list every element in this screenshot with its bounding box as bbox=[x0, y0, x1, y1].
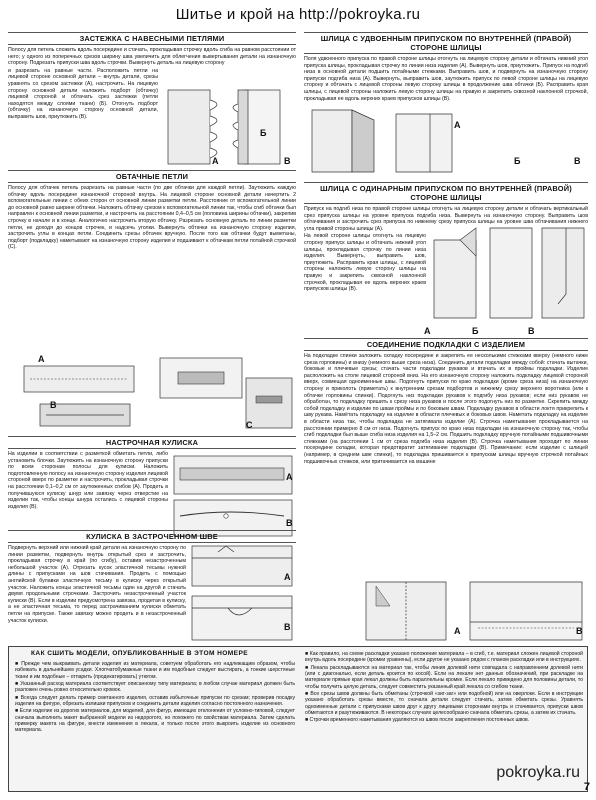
section-title: ШЛИЦА С ОДИНАРНЫМ ПРИПУСКОМ ПО ВНУТРЕННЕЙ (ПРАВОЙ) СТОРОНЕ ШЛИЦЫ bbox=[304, 182, 588, 204]
section-title: ОБТАЧНЫЕ ПЕТЛИ bbox=[8, 170, 296, 183]
figure-label-a: А bbox=[212, 156, 219, 166]
section-title: НАСТРОЧНАЯ КУЛИСКА bbox=[8, 436, 296, 449]
figure-label-b: В bbox=[284, 622, 291, 632]
watermark: pokroyka.ru bbox=[496, 764, 580, 781]
figure-label-a: А bbox=[454, 120, 461, 130]
howto-item: ■ Указанный расход материала соответствует описанному типу материала; в любом случае материал должен быть разложен очень ровно относительно кромок. bbox=[15, 681, 295, 694]
figure-label-c: В bbox=[528, 326, 535, 336]
figure-label-b: В bbox=[286, 518, 293, 528]
drawstring-illustration bbox=[170, 452, 296, 540]
howto-item: ■ Все срезы швов должны быть обметаны (строчкой «зиг-заг» или подобной) или на оверлоке. Если в инструкции указано обработать срезы вместе, то сначала детали следует стачать, затем обметать срезы. Уравнять одноименные детали с припусками швов друг к другу лицевыми сторонами внутрь и стачивается, припуски швов обметаются и разутюживаются. В некоторых случаях целесообразно сначала обметать срезы, а затем их стачать. bbox=[305, 691, 583, 717]
section-text: Поля удвоенного припуска по правой стороне шлицы отогнуть на лицевую сторону детали и обтачать нижний угол припуска шлицы, прокладывая строчку по линии низа изделия (А). Вывернуть шов, приутюжить. Припуск на подгиб низа в основной детали подшить потайными стежками. Выправить шов, и подвернуть на изнаночную сторону припуски подгиба низа (А). Вывернуть, выправить шов, заутюжить припуск по левой стороне шлицы на лицевую сторону и обтачать с лицевой стороны левую сторону шлицы в продолжение шва обтачки (Б). Расправить края шлицы, с лицевой стороны наложить левую сторону шлицы на правую и закрепить сквозной наклонной строчкой, прокладывая ее вдоль верхних краев припусков шлицы (В). bbox=[304, 56, 588, 102]
howto-item: ■ Прежде чем выкраивать детали изделия из материала, советуем обработать его надлежащим образом, чтобы избежать в дальнейшем усадки. Хлопчатобумажные ткани и им подобные следует выстирать, а тонкие шерстяные ткани и им подобные – отпарить (продекатировать) утюгом. bbox=[15, 661, 295, 680]
page-number: 7 bbox=[583, 781, 590, 793]
howto-item: ■ Лекала раскладываются на материал так, чтобы линия долевой нити совпадала с направлением долевой нити (или с диагональю, если деталь кроится по косой). Если на лекале нет данных обозначений, при раскладке на материале прямые края лекал должны быть параллельны кромке. Если лекало приведено для половины детали, то чтобы получить целую деталь, следует совместить указанный край лекала со сгибом ткани. bbox=[305, 664, 583, 690]
faced-loops-illustration bbox=[10, 352, 296, 434]
figure-label-a: А bbox=[284, 572, 291, 582]
figure-label-b: В bbox=[50, 400, 57, 410]
howto-item: ■ Если изделие из дорогих материалов, для моделей, для фигур, имеющих отклонения от условно-типовой, следует сначала выполнить макет выбранной модели из недорогого, но похожего по свойствам материала. Затем сделать примерку макета на фигуре, внести изменения в лекала, и только после этого выкроить изделие из основного материала. bbox=[15, 708, 295, 734]
figure-label-c: С bbox=[246, 420, 253, 430]
figure-label-c: В bbox=[284, 156, 291, 166]
figure-label-a: А bbox=[286, 472, 293, 482]
howto-item: ■ Как правило, на схеме раскладки указано положение материала – в сгиб, т.е. материал сложен лицевой стороной внутрь вдоль посередине (кромки уравнены), если другое не указано рядом с планом раскладки или в инструкциях. bbox=[305, 651, 583, 664]
figure-label-b: Б bbox=[260, 128, 267, 138]
figure-label-b: Б bbox=[472, 326, 479, 336]
section-double-allowance bbox=[304, 32, 588, 102]
section-title: КУЛИСКА В ЗАСТРОЧЕННОМ ШВЕ bbox=[8, 530, 296, 543]
section-title: ЗАСТЕЖКА С НАВЕСНЫМИ ПЕТЛЯМИ bbox=[8, 32, 296, 45]
figure-label-a: А bbox=[424, 326, 431, 336]
section-text: Припуск на подгиб низа по правой стороне шлицы отогнуть на лицевую сторону детали и обтачать вертикальный срез припуска шлицы на уровне припуска подгиба низа. Вывернуть на изнаночную сторону. Выправить шов обтачивания и застрочить срез припуска по нижнему срезу припуска шлицы на уровне шва обтачивания нижнего угла правой стороны шлицы (А). bbox=[304, 206, 588, 232]
section-text: На подкладке спинки заложить складку посередине и закрепить ее несколькими стежками вверху (немного ниже среза горловины) и внизу (немного выше среза низа). Соединить детали подкладки между собой: стачать вытачки, боковые и плечевые срезы; стачать части подкладки рукавов и втачать их в проймы подкладки. Изделие расположить на столе лицевой стороной вниз. На его изнаночную сторону наложить подкладку лицевой стороной вверх, совмещая одноименные швы. Подогнуть припуски по краю подкладки (кроме среза низа) на изнаночную сторону и приколоть (приметать) к внутренним срезам подбортов и нижнему срезу верхнего воротника (или к обтачке горловины спинки). Подогнуть низ подкладки рукавов к подгибу низа рукавов; если низ рукавов не обработан, то подкладку пришить к срезу низа рукавов и после этого подогнуть низ по разметке. Скрепить между собой подкладку и изделие по швам проймы и по боковым швам. Подкладку рукавов в области локтя прикрепить к шву рукава. Намётать подкладку на изделие в области плечевых и боковых швов. Наметать подкладку на изделие в области низа так, чтобы подкладка не затягивала изделие (А). Строчка наметывания прокладывается на расстоянии примерно 8 см от низа. Подогнуть припуск по краю низа подкладки на изнаночную сторону так, чтобы сгиб подкладки был выше сгиба низа изделия на 1,5–2 см. Подшить подкладку вручную потайными подшивочными стежками (на расстоянии 1 см от среза подгиба низа изделия (В). Строчка наметывания проходит по линии посередине складки, которая предотвратит затягивание подкладки (В). Примечание: если изделие с шлицей (например, в среднем шве спинки), то подкладка пришивается к припускам шлицы вручную строчкой потайных подшивочных стежков, или притачивается на машине bbox=[304, 353, 588, 465]
figure-label-b: Б bbox=[514, 156, 521, 166]
lining-illustration bbox=[360, 578, 586, 644]
section-title: ШЛИЦА С УДВОЕННЫМ ПРИПУСКОМ ПО ВНУТРЕННЕЙ (ПРАВОЙ) СТОРОНЕ ШЛИЦЫ bbox=[304, 32, 588, 54]
section-lining bbox=[304, 338, 588, 465]
double-allowance-illustration bbox=[306, 106, 588, 176]
howto-title: КАК СШИТЬ МОДЕЛИ, ОПУБЛИКОВАННЫЕ В ЭТОМ НОМЕРЕ bbox=[31, 650, 249, 657]
figure-label-c: В bbox=[574, 156, 581, 166]
section-text-side: На левой стороне шлицы отогнуть на лицевую сторону припуск шлицы и обтачать нижний угол шлицы, прокладывая строчку по линии низа изделия. Вывернуть, выправить шов, приутюжить. Расправить края шлицы, с лицевой стороны наложить левую сторону шлицы на правую и закрепить сквозной наклонной строчкой, прокладывая ее вдоль верхних краев припусков шлицы (В). bbox=[304, 233, 426, 293]
figure-label-b: В bbox=[576, 626, 583, 636]
section-text: Полосу для обтачек петель разрезать на равные части (по две обтачки для каждой петли). Заутюжить каждую обтачку вдоль посередине изнаночной стороной внутрь. На лицевой стороне основной детали начертить 2 вспомогательные линии с обеих сторон от основной линии разметки петли. Расстояние от вспомогательной линии до основной равно ширине обтачки. Наложить обтачку срезом к вспомогательной линии так, чтобы сгиб обтачки был направлен к основной линии разметки, и настрочить на расстоянии 0,4–0,5 см (половина ширины обтачки), закрепив строчку в начале и в конце. Аналогично настрочить вторую обтачку. Разрезать основную деталь по линии разметки петли, не доходя до концов строчек, и надсечь уголки. Вывернуть обтачки на изнаночную сторону изделия, застрочить углы в концах петли. Соединить срезы обтачек вручную. После того как обтачки будут выметаны, подборт (подкладку) наметывают на изнаночную сторону изделия и подшивают к обтачкам петли потайной строчкой (С). bbox=[8, 185, 296, 251]
section-text: Подвернуть верхний или нижний край детали на изнаночную сторону по линии разметки, подвернуть внутрь открытый срез и застрочить, прокладывая строчку в край (по сгибу), оставив незастроченным небольшой участок (А). Отрезать кусок эластичной тесьмы нужной длины с припусками на шов стачивания. Продеть с помощью английской булавки эластичную тесьму в кулиску через открытый участок. Наложить концы эластичной тесьмы один на другой и стачать двумя продольными строчками. Застрочить незастроченный участок кулиски (В). Если в изделии предусмотрена завязка, продетая в кулиску, а не эластичная тесьма, то перед застрачиванием кулиски обметать петли на припуске. Также завязку можно продеть и в незастроченный участок кулиски. bbox=[8, 545, 186, 624]
figure-label-a: А bbox=[38, 354, 45, 364]
figure-label-a: А bbox=[454, 626, 461, 636]
howto-item: ■ Строчки временного наметывания удаляются из швов после закрепления постоянных швов. bbox=[305, 717, 530, 724]
howto-item: ■ Всегда следует делать пример сметанного изделия, оставив избыточные припуски по срезам; проверив посадку изделия на фигуре, обрезать излишки припусков и соединить детали изделия согласно постоянного назначения. bbox=[15, 694, 295, 708]
single-allowance-illustration bbox=[430, 222, 588, 322]
section-title: СОЕДИНЕНИЕ ПОДКЛАДКИ С ИЗДЕЛИЕМ bbox=[304, 338, 588, 351]
section-faced-loops bbox=[8, 170, 296, 251]
seam-drawstring-illustration bbox=[188, 540, 296, 644]
hanging-loops-illustration bbox=[162, 86, 294, 166]
section-text: Полосу для петель сложить вдоль посередине и стачать, прокладывая строчку вдоль сгиба на равном расстоянии от него; у одного из поперечных срезов ширину шва увеличить для облегчения вывертывания детали на изнаночную сторону. Подрезать припуски шва вдоль строчки. Вывернуть деталь на лицевую сторону bbox=[8, 47, 296, 67]
site-header: Шитье и крой на http://pokroyka.ru bbox=[175, 6, 421, 23]
section-text: На изделии в соответствии с разметкой обметать петли, либо установить блочки. Заутюжить на изнаночную сторону припуски по всем сторонам полосы для кулиски. Наложить подготовленную полосу на изнаночную сторону изделия лицевой стороной вверх по разметке и настрочить, прокладывая строчки на расстоянии 0,1–0,2 см от заутюженных сгибов (А). Продеть в получившуюся кулиску шнур или завязку через отверстие на изделии так, чтобы концы шнура остались с лицевой стороны изделия (В). bbox=[8, 451, 168, 510]
section-text-side: и разрезать на равные части. Расположить петли на лицевой стороне основной детали – внутрь детали, срезы уравнять со срезом застежки (А), настрочить. На лицевую сторону основной детали наложить подборт (обтачку) лицевой стороной и обтачать срез застежки (петли находятся между слоями ткани) (Б). Отогнуть подборт (обтачку) на изнаночную сторону основной детали, выправить шов, приутюжить (В). bbox=[8, 67, 158, 120]
